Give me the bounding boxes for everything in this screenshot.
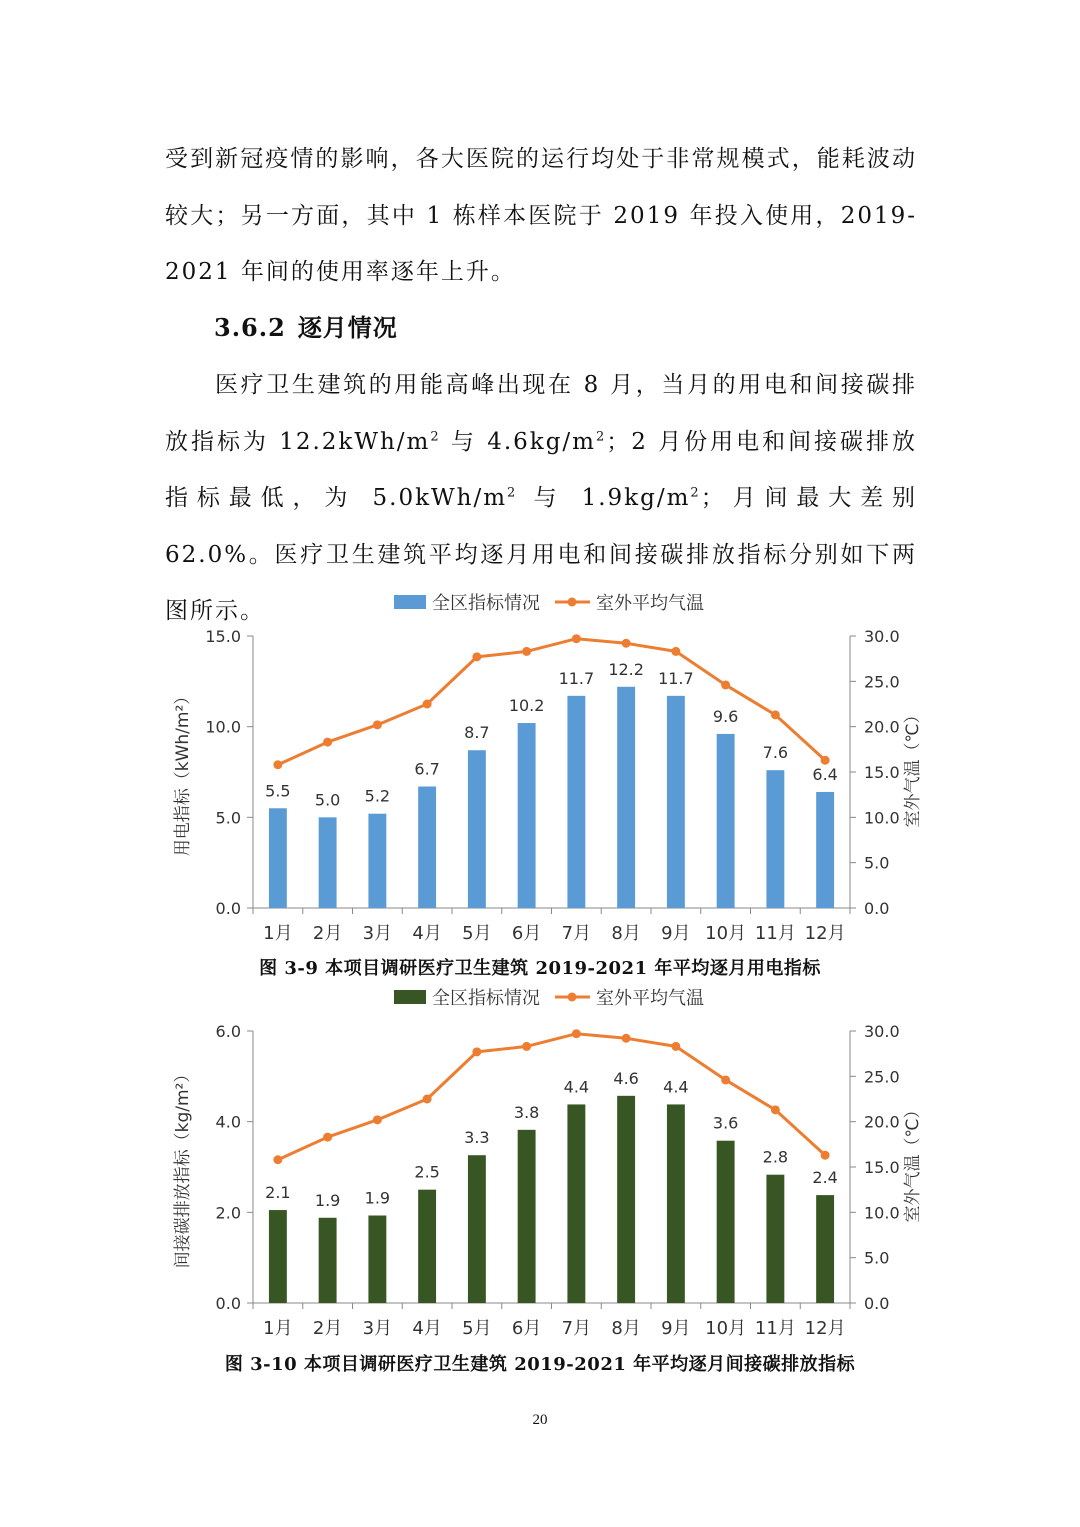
bar-data-label: 3.6	[712, 1113, 739, 1133]
bar	[518, 1130, 536, 1303]
x-tick-label: 1月	[263, 1318, 293, 1339]
bar	[418, 1190, 436, 1303]
temperature-point	[373, 720, 382, 729]
y-tick-label-right: 30.0	[864, 627, 900, 646]
y-axis-title-right: 室外气温（℃）	[903, 706, 923, 828]
bar	[766, 1175, 784, 1303]
bar-data-label: 6.4	[812, 764, 838, 784]
paragraph-intro-text: 受到新冠疫情的影响，各大医院的运行均处于非常规模式，能耗波动较大；另一方面，其中 1 栋样本医院于 2019 年投入使用，2019-2021 年间的使用率逐年上升。	[165, 146, 917, 285]
bar-data-label: 12.2	[608, 659, 644, 679]
bar	[816, 792, 834, 908]
y-tick-label-right: 15.0	[864, 1158, 900, 1177]
legend-line-marker	[568, 993, 577, 1002]
y-tick-label-right: 5.0	[864, 1248, 890, 1268]
temperature-point	[522, 647, 531, 656]
superscript: 2	[596, 428, 607, 444]
legend-bar-swatch	[394, 595, 426, 609]
x-tick-label: 11月	[754, 923, 796, 944]
bar-data-label: 10.2	[508, 696, 545, 716]
x-tick-label: 5月	[462, 923, 492, 944]
section-heading	[214, 308, 398, 343]
text-seg-a: 医疗卫生建筑的用能高峰出现在 8 月，当月的用电和间接碳排放指标为 12.2kWh/m	[165, 372, 917, 455]
temperature-point	[821, 1151, 830, 1160]
y-axis-title-right: 室外气温（℃）	[903, 1101, 923, 1223]
superscript: 2	[690, 485, 701, 501]
x-tick-label: 3月	[362, 1318, 393, 1339]
y-axis-title-left: 间接碳排放指标（kg/m²）	[173, 1065, 193, 1269]
legend-line-label: 室外平均气温	[596, 988, 704, 1009]
x-tick-label: 11月	[754, 1318, 796, 1339]
temperature-line	[278, 639, 825, 765]
bar	[468, 750, 486, 908]
y-tick-label-right: 10.0	[864, 808, 900, 828]
x-tick-label: 1月	[263, 923, 293, 944]
bar	[269, 1210, 287, 1303]
y-tick-label-right: 25.0	[864, 1067, 900, 1087]
chart-electricity-svg	[0, 582, 1080, 957]
x-tick-label: 8月	[611, 923, 641, 944]
bar-data-label: 5.2	[364, 786, 391, 806]
temperature-line	[278, 1034, 825, 1160]
temperature-point	[771, 710, 780, 719]
y-tick-label-left: 2.0	[215, 1203, 241, 1223]
x-tick-label: 10月	[705, 1318, 747, 1339]
bar	[269, 808, 287, 908]
bar	[617, 687, 635, 908]
bar-data-label: 4.4	[663, 1077, 689, 1097]
bar-data-label: 6.7	[414, 759, 440, 779]
y-tick-label-right: 20.0	[864, 717, 900, 737]
legend-bar-label: 全区指标情况	[432, 593, 540, 614]
temperature-point	[821, 756, 830, 765]
bar-data-label: 2.8	[762, 1147, 789, 1167]
chart-carbon-svg	[0, 977, 1080, 1352]
superscript: 2	[430, 428, 441, 444]
bar	[667, 1104, 685, 1303]
x-tick-label: 12月	[804, 923, 846, 944]
paragraph-intro	[165, 131, 917, 301]
bar-data-label: 2.4	[812, 1168, 838, 1188]
x-tick-label: 2月	[312, 1318, 343, 1339]
x-tick-label: 9月	[661, 923, 691, 944]
temperature-point	[273, 760, 282, 769]
x-tick-label: 6月	[511, 1318, 542, 1339]
bar	[368, 814, 386, 908]
chart-electricity	[0, 582, 1080, 957]
bar-data-label: 3.3	[464, 1128, 490, 1148]
temperature-point	[622, 639, 631, 648]
legend-bar-swatch	[394, 990, 426, 1004]
y-tick-label-right: 0.0	[864, 899, 890, 918]
y-tick-label-right: 20.0	[864, 1112, 900, 1132]
bar	[319, 1218, 337, 1303]
bar-data-label: 5.5	[265, 781, 291, 801]
temperature-point	[721, 1075, 730, 1084]
temperature-point	[472, 1047, 481, 1056]
bar-data-label: 2.5	[414, 1162, 440, 1182]
x-tick-label: 4月	[412, 1318, 442, 1339]
bar-data-label: 4.4	[563, 1077, 590, 1097]
text-seg-d: 与 1.9kg/m	[517, 485, 691, 511]
y-tick-label-left: 4.0	[215, 1112, 241, 1132]
temperature-point	[671, 1042, 680, 1051]
y-tick-label-left: 10.0	[205, 717, 241, 737]
bar-data-label: 1.9	[364, 1188, 391, 1208]
bar	[717, 1141, 735, 1303]
y-tick-label-right: 5.0	[864, 853, 890, 873]
superscript: 2	[507, 485, 518, 501]
x-tick-label: 5月	[462, 1318, 492, 1339]
page-number: 20	[532, 1412, 548, 1428]
y-tick-label-left: 0.0	[215, 1294, 241, 1313]
y-tick-label-left: 15.0	[205, 627, 241, 646]
bar	[717, 734, 735, 908]
bar-data-label: 4.6	[613, 1068, 639, 1088]
y-tick-label-left: 5.0	[215, 808, 241, 828]
temperature-point	[572, 1029, 581, 1038]
temperature-point	[622, 1034, 631, 1043]
y-tick-label-right: 25.0	[864, 672, 900, 692]
bar	[518, 723, 536, 908]
bar-data-label: 7.6	[762, 743, 789, 763]
text-seg-c: ；2 月份用电和间接碳排放指标最低，为 5.0kWh/m	[165, 428, 917, 511]
y-tick-label-right: 0.0	[864, 1294, 890, 1313]
temperature-point	[273, 1155, 282, 1164]
bar-data-label: 2.1	[265, 1183, 291, 1203]
x-tick-label: 3月	[362, 923, 393, 944]
legend-bar-label: 全区指标情况	[432, 988, 540, 1009]
x-tick-label: 9月	[661, 1318, 691, 1339]
chart-carbon	[0, 977, 1080, 1352]
temperature-point	[373, 1115, 382, 1124]
y-tick-label-left: 6.0	[215, 1022, 241, 1041]
legend-line-marker	[568, 598, 577, 607]
y-tick-label-right: 10.0	[864, 1203, 900, 1223]
bar	[468, 1155, 486, 1303]
bar	[667, 696, 685, 908]
section-number: 3.6.2	[214, 313, 286, 342]
bar-data-label: 1.9	[314, 1190, 341, 1210]
temperature-point	[522, 1042, 531, 1051]
bar-data-label: 9.6	[712, 706, 739, 726]
y-tick-label-left: 0.0	[215, 899, 241, 918]
x-tick-label: 8月	[611, 1318, 641, 1339]
bar	[418, 787, 436, 908]
x-tick-label: 4月	[412, 923, 442, 944]
bar	[567, 1104, 585, 1303]
caption-chart-carbon: 图 3-10 本项目调研医疗卫生建筑 2019-2021 年平均逐月间接碳排放指标	[224, 1354, 856, 1375]
bar-data-label: 3.8	[513, 1102, 540, 1122]
y-tick-label-right: 15.0	[864, 763, 900, 782]
text-seg-b: 与 4.6kg/m	[440, 428, 596, 455]
bar	[617, 1096, 635, 1303]
bar	[368, 1216, 386, 1303]
temperature-point	[423, 700, 432, 709]
temperature-point	[472, 652, 481, 661]
bar-data-label: 11.7	[558, 668, 595, 688]
bar-data-label: 5.0	[314, 790, 341, 810]
text-seg-e: ；月间最大差别 62.0%。医疗卫生建筑平均逐月用电和间接碳排放指标分别如下两图所示。	[165, 485, 918, 624]
x-tick-label: 7月	[561, 1318, 592, 1339]
section-title: 逐月情况	[297, 313, 398, 342]
temperature-point	[671, 647, 680, 656]
x-tick-label: 6月	[511, 923, 542, 944]
temperature-point	[721, 680, 730, 689]
temperature-point	[323, 738, 332, 747]
x-tick-label: 7月	[561, 923, 592, 944]
bar	[766, 770, 784, 908]
bar-data-label: 11.7	[658, 668, 694, 688]
y-axis-title-left: 用电指标（kWh/m²）	[173, 687, 193, 857]
temperature-point	[572, 634, 581, 643]
bar	[319, 817, 337, 908]
bar-data-label: 8.7	[464, 723, 490, 743]
x-tick-label: 12月	[804, 1318, 846, 1339]
temperature-point	[323, 1133, 332, 1142]
temperature-point	[423, 1095, 432, 1104]
temperature-point	[771, 1105, 780, 1114]
legend-line-label: 室外平均气温	[596, 593, 704, 614]
x-tick-label: 10月	[705, 923, 747, 944]
x-tick-label: 2月	[312, 923, 343, 944]
y-tick-label-right: 30.0	[864, 1022, 900, 1041]
caption-chart-electricity: 图 3-9 本项目调研医疗卫生建筑 2019-2021 年平均逐月用电指标	[259, 958, 821, 979]
bar	[567, 696, 585, 908]
bar	[816, 1195, 834, 1303]
